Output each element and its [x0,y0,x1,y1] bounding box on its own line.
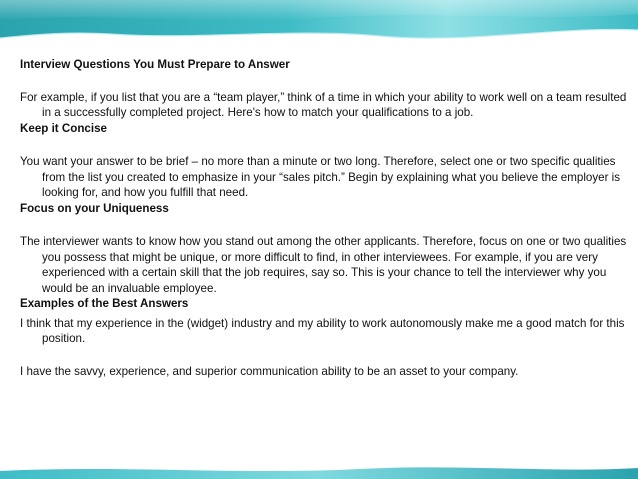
paragraph-stand-out: The interviewer wants to know how you stand out among the other applicants. Therefore, focus on one or two qualities you possess that might be unique, or more difficult to find, in other interviewees. For example, if you are very experienced with a certain skill that the job requires, say so. This is your chance to tell the interviewer why you would be an invaluable employee. [20,235,627,295]
example-answer-2: I have the savvy, experience, and superior communication ability to be an asset to your company. [20,364,519,378]
slide-title: Interview Questions You Must Prepare to Answer [20,58,290,71]
heading-best-answers: Examples of the Best Answers [20,297,189,310]
example-answer-1: I think that my experience in the (widget) industry and my ability to work autonomously make me a good match for this position. [20,316,625,345]
teal-wave-header-graphic [0,0,638,44]
top-decorative-band [0,0,638,44]
bottom-decorative-band [0,461,638,479]
heading-focus-uniqueness: Focus on your Uniqueness [20,201,169,215]
heading-keep-it-concise: Keep it Concise [20,121,107,135]
teal-wave-footer-graphic [0,461,638,479]
paragraph-brief-answer: You want your answer to be brief – no more than a minute or two long. Therefore, select one or two specific qualities from the list you created to emphasize in your “sales pitch.” Begin by explaining what you believe the employer is looking for, and how you fulfill that need. [20,155,621,199]
paragraph-team-player-example: For example, if you list that you are a “team player,” think of a time in which your ability to work well on a team resulted in a successfully completed project. Here's how to match your qualifications to a job. [20,90,627,119]
slide-content [20,57,628,379]
